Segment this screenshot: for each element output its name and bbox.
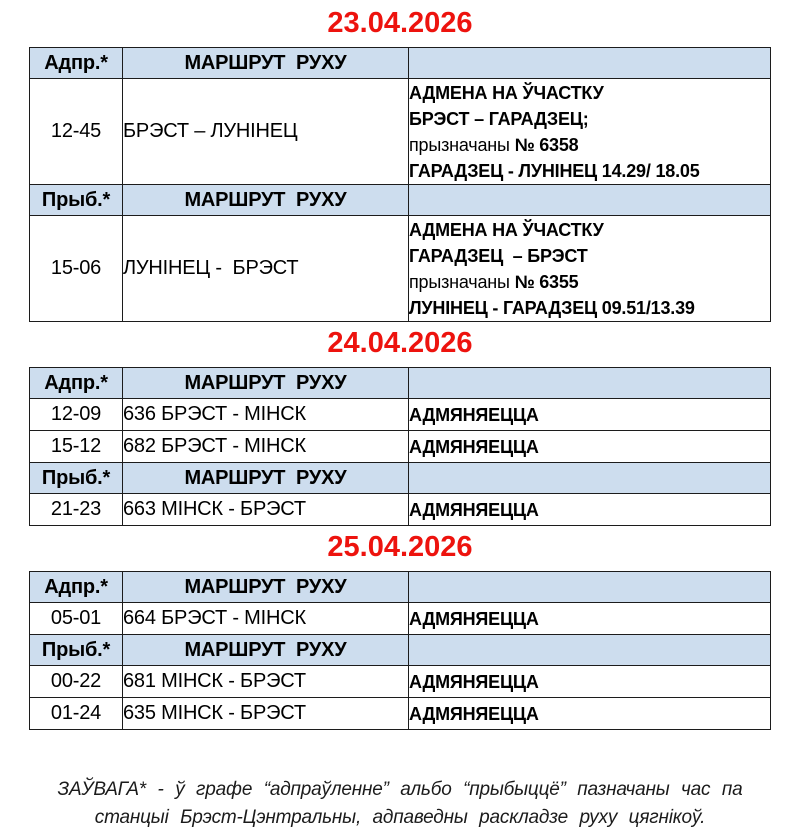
empty-header-cell: [409, 185, 771, 216]
note-text-bold: ГАРАДЗЕЦ - ЛУНІНЕЦ 14.29/ 18.05: [409, 160, 700, 181]
table-row: [30, 216, 771, 322]
time-cell: 05-01: [30, 603, 123, 635]
note-text-bold: АДМЯНЯЕЦЦА: [409, 703, 539, 724]
route-header-cell: МАРШРУТ РУХУ: [123, 368, 409, 399]
time-header-cell: Адпр.*: [30, 48, 123, 79]
header-row: [30, 463, 771, 494]
table-row: [30, 698, 771, 730]
time-header-cell: Прыб.*: [30, 185, 123, 216]
note-line: [409, 158, 770, 184]
note-text-bold: АДМЯНЯЕЦЦА: [409, 436, 539, 457]
note-line: [409, 80, 770, 106]
schedule-table: [29, 571, 771, 730]
time-cell: 15-12: [30, 431, 123, 463]
table-row: [30, 494, 771, 526]
top-spacer: [0, 0, 800, 2]
note-cell: [409, 603, 771, 635]
table-row: [30, 399, 771, 431]
date-heading: 23.04.2026: [327, 7, 473, 39]
route-cell: 664 БРЭСТ - МІНСК: [123, 603, 409, 635]
note-line: [409, 672, 770, 692]
empty-header-cell: [409, 368, 771, 399]
time-header-cell: Прыб.*: [30, 463, 123, 494]
table-row: [30, 431, 771, 463]
note-text-bold: АДМЕНА НА ЎЧАСТКУ: [409, 219, 604, 240]
footnote: [0, 776, 800, 832]
route-header-cell: МАРШРУТ РУХУ: [123, 463, 409, 494]
time-cell: 15-06: [30, 216, 123, 322]
note-line: [409, 132, 770, 158]
date-heading: 25.04.2026: [327, 531, 473, 563]
note-cell: [409, 216, 771, 322]
note-cell: [409, 666, 771, 698]
route-cell: 681 МІНСК - БРЭСТ: [123, 666, 409, 698]
time-header-cell: Адпр.*: [30, 572, 123, 603]
header-row: [30, 368, 771, 399]
footnote-line-2: станцыі Брэст-Цэнтральны, адпаведны раскладзе руху цягнікоў.: [94, 807, 706, 828]
note-cell: [409, 79, 771, 185]
route-header-cell: МАРШРУТ РУХУ: [123, 48, 409, 79]
empty-header-cell: [409, 572, 771, 603]
note-text-bold: АДМЕНА НА ЎЧАСТКУ: [409, 82, 604, 103]
note-text: прызначаны: [409, 134, 515, 155]
header-row: [30, 185, 771, 216]
route-cell: 663 МІНСК - БРЭСТ: [123, 494, 409, 526]
note-line: [409, 106, 770, 132]
date-section: [0, 530, 800, 730]
note-text-bold: ГАРАДЗЕЦ – БРЭСТ: [409, 245, 588, 266]
empty-header-cell: [409, 48, 771, 79]
header-row: [30, 48, 771, 79]
route-cell: ЛУНІНЕЦ - БРЭСТ: [123, 216, 409, 322]
note-text-bold: ЛУНІНЕЦ - ГАРАДЗЕЦ 09.51/13.39: [409, 297, 695, 318]
route-cell: 682 БРЭСТ - МІНСК: [123, 431, 409, 463]
route-cell: БРЭСТ – ЛУНІНЕЦ: [123, 79, 409, 185]
note-line: [409, 704, 770, 724]
date-heading: 24.04.2026: [327, 327, 473, 359]
route-cell: 635 МІНСК - БРЭСТ: [123, 698, 409, 730]
note-text-bold: № 6355: [514, 271, 579, 292]
route-header-cell: МАРШРУТ РУХУ: [123, 572, 409, 603]
route-header-cell: МАРШРУТ РУХУ: [123, 635, 409, 666]
table-row: [30, 603, 771, 635]
note-cell: [409, 431, 771, 463]
time-cell: 12-45: [30, 79, 123, 185]
note-line: [409, 500, 770, 520]
table-row: [30, 666, 771, 698]
time-header-cell: Прыб.*: [30, 635, 123, 666]
time-cell: 01-24: [30, 698, 123, 730]
time-cell: 00-22: [30, 666, 123, 698]
table-row: [30, 79, 771, 185]
schedule-table: [29, 367, 771, 526]
note-cell: [409, 494, 771, 526]
route-header-cell: МАРШРУТ РУХУ: [123, 185, 409, 216]
note-text-bold: АДМЯНЯЕЦЦА: [409, 671, 539, 692]
note-line: [409, 243, 770, 269]
schedule-sections: [0, 6, 800, 730]
route-cell: 636 БРЭСТ - МІНСК: [123, 399, 409, 431]
time-cell: 21-23: [30, 494, 123, 526]
note-text-bold: АДМЯНЯЕЦЦА: [409, 404, 539, 425]
note-line: [409, 295, 770, 321]
date-section: [0, 6, 800, 322]
note-line: [409, 405, 770, 425]
note-text-bold: АДМЯНЯЕЦЦА: [409, 499, 539, 520]
time-header-cell: Адпр.*: [30, 368, 123, 399]
note-line: [409, 437, 770, 457]
note-text: прызначаны: [409, 271, 515, 292]
date-section: [0, 326, 800, 526]
note-line: [409, 269, 770, 295]
note-cell: [409, 399, 771, 431]
header-row: [30, 635, 771, 666]
empty-header-cell: [409, 635, 771, 666]
time-cell: 12-09: [30, 399, 123, 431]
note-line: [409, 217, 770, 243]
note-text-bold: № 6358: [514, 134, 579, 155]
note-text-bold: БРЭСТ – ГАРАДЗЕЦ;: [409, 108, 589, 129]
footnote-line-1: ЗАЎВАГА* - ў графе “адпраўленне” альбо “прыбыццё” пазначаны час па: [57, 779, 743, 800]
schedule-table: [29, 47, 771, 322]
header-row: [30, 572, 771, 603]
note-line: [409, 609, 770, 629]
note-cell: [409, 698, 771, 730]
note-text-bold: АДМЯНЯЕЦЦА: [409, 608, 539, 629]
empty-header-cell: [409, 463, 771, 494]
